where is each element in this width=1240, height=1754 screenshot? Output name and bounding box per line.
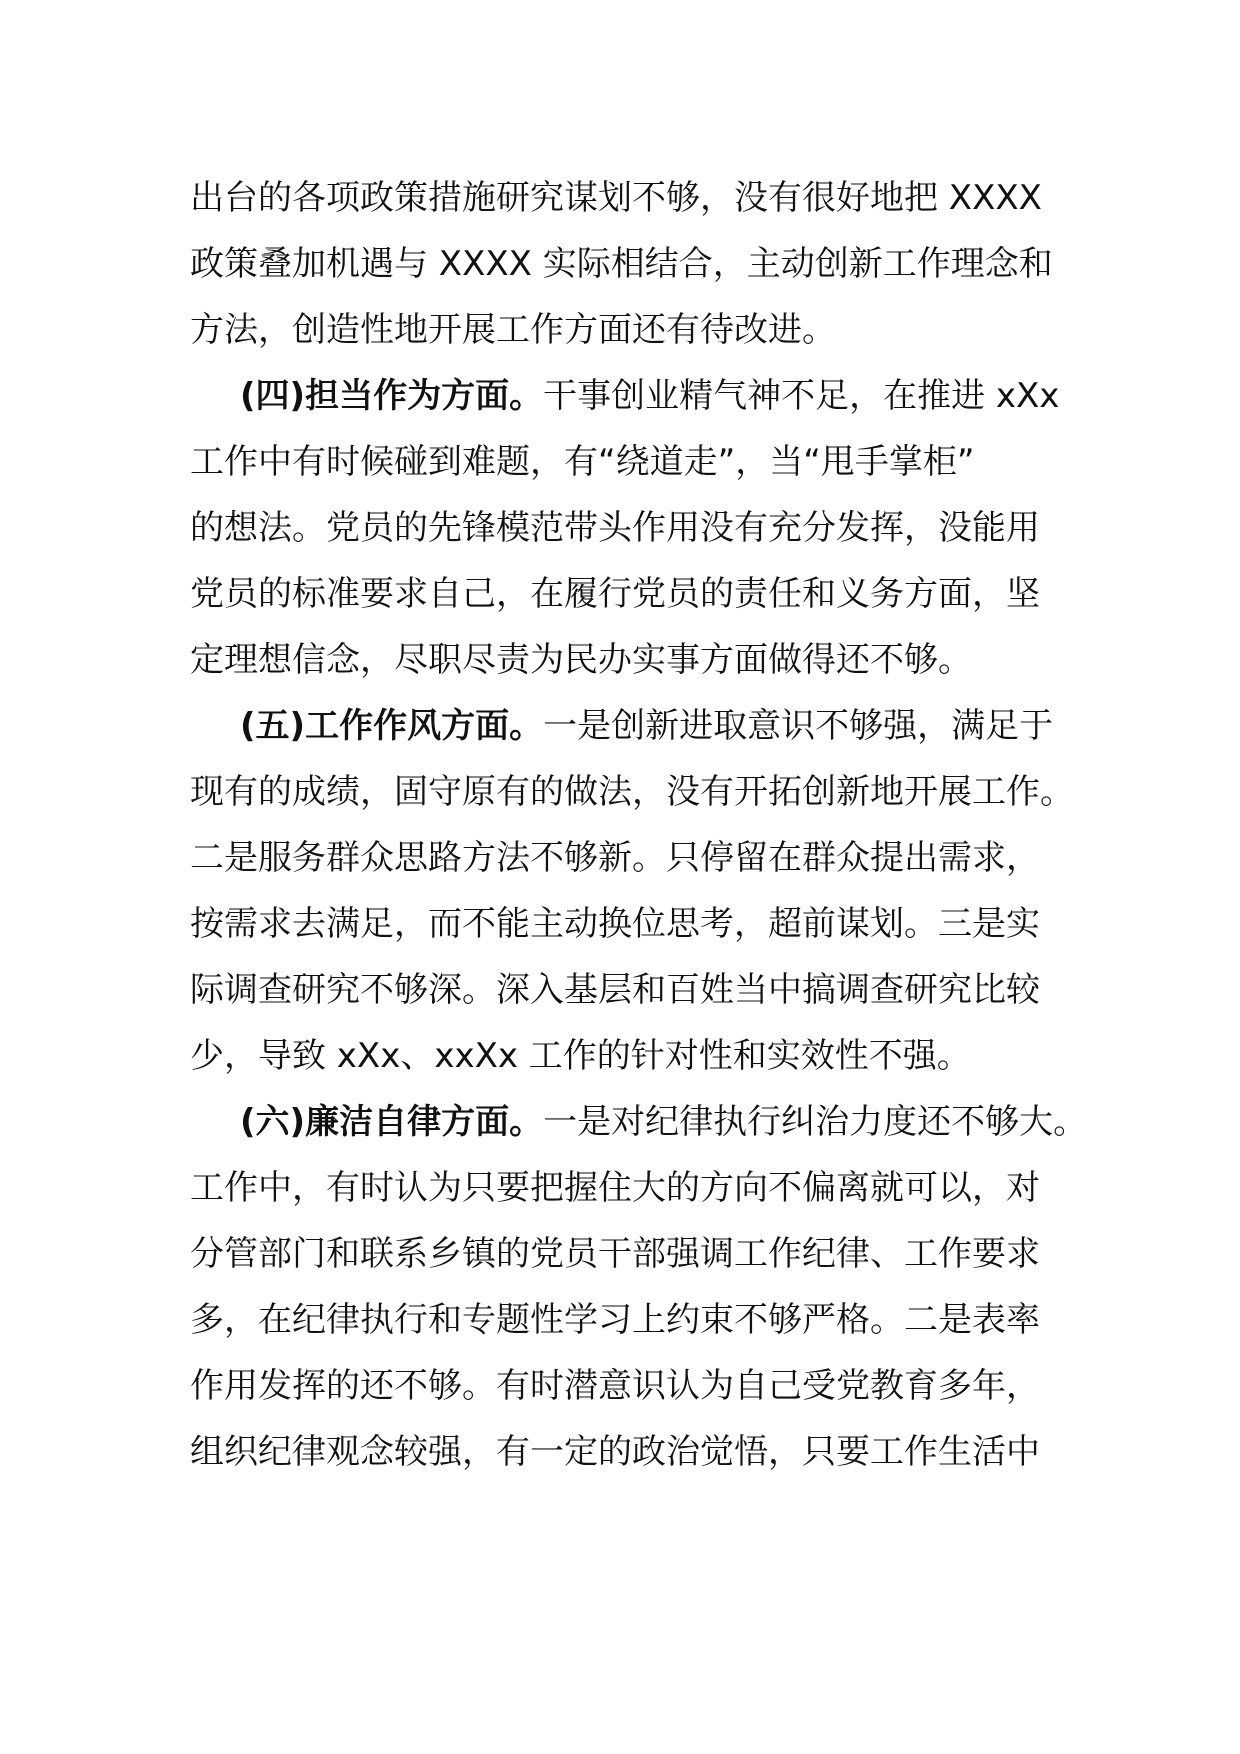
section-6-heading: (六)廉洁自律方面。 [240,1102,544,1142]
body-text [190,165,1090,1485]
section-5-heading: (五)工作作风方面。 [240,706,544,746]
section-5-first-line [190,693,1090,759]
text-line: 分管部门和联系乡镇的党员干部强调工作纪律、工作要求 [190,1234,1040,1274]
text-line: 定理想信念，尽职尽责为民办实事方面做得还不够。 [190,640,972,680]
section-4-lead-text: 干事创业精气神不足，在推进 xXx [543,376,1060,416]
text-line: 政策叠加机遇与 XXXX 实际相结合，主动创新工作理念和 [190,244,1053,284]
text-line: 出台的各项政策措施研究谋划不够，没有很好地把 XXXX [190,178,1042,218]
text-line: 际调查研究不够深。深入基层和百姓当中搞调查研究比较 [190,970,1040,1010]
section-4-first-line [190,363,1090,429]
text-line: 的想法。党员的先锋模范带头作用没有充分发挥，没能用 [190,508,1040,548]
section-4-heading: (四)担当作为方面。 [240,376,544,416]
section-6-lead-text: 一是对纪律执行纠治力度还不够大。 [543,1102,1088,1142]
section-6-first-line [190,1089,1090,1155]
text-line: 作用发挥的还不够。有时潜意识认为自己受党教育多年， [190,1366,1040,1406]
text-line: 少，导致 xXx、xxXx 工作的针对性和实效性不强。 [190,1036,971,1076]
text-line: 工作中有时候碰到难题，有“绕道走”，当“甩手掌柜” [190,442,975,482]
section-5-lead-text: 一是创新进取意识不够强，满足于 [543,706,1054,746]
text-line: 组织纪律观念较强，有一定的政治觉悟，只要工作生活中 [190,1432,1040,1472]
text-line: 二是服务群众思路方法不够新。只停留在群众提出需求， [190,838,1040,878]
text-line: 工作中，有时认为只要把握住大的方向不偏离就可以，对 [190,1168,1040,1208]
text-line: 按需求去满足，而不能主动换位思考，超前谋划。三是实 [190,904,1040,944]
text-line: 多，在纪律执行和专题性学习上约束不够严格。二是表率 [190,1300,1040,1340]
text-line: 党员的标准要求自己，在履行党员的责任和义务方面，坚 [190,574,1040,614]
text-line: 方法，创造性地开展工作方面还有待改进。 [190,310,836,350]
text-line: 现有的成绩，固守原有的做法，没有开拓创新地开展工作。 [190,772,1074,812]
